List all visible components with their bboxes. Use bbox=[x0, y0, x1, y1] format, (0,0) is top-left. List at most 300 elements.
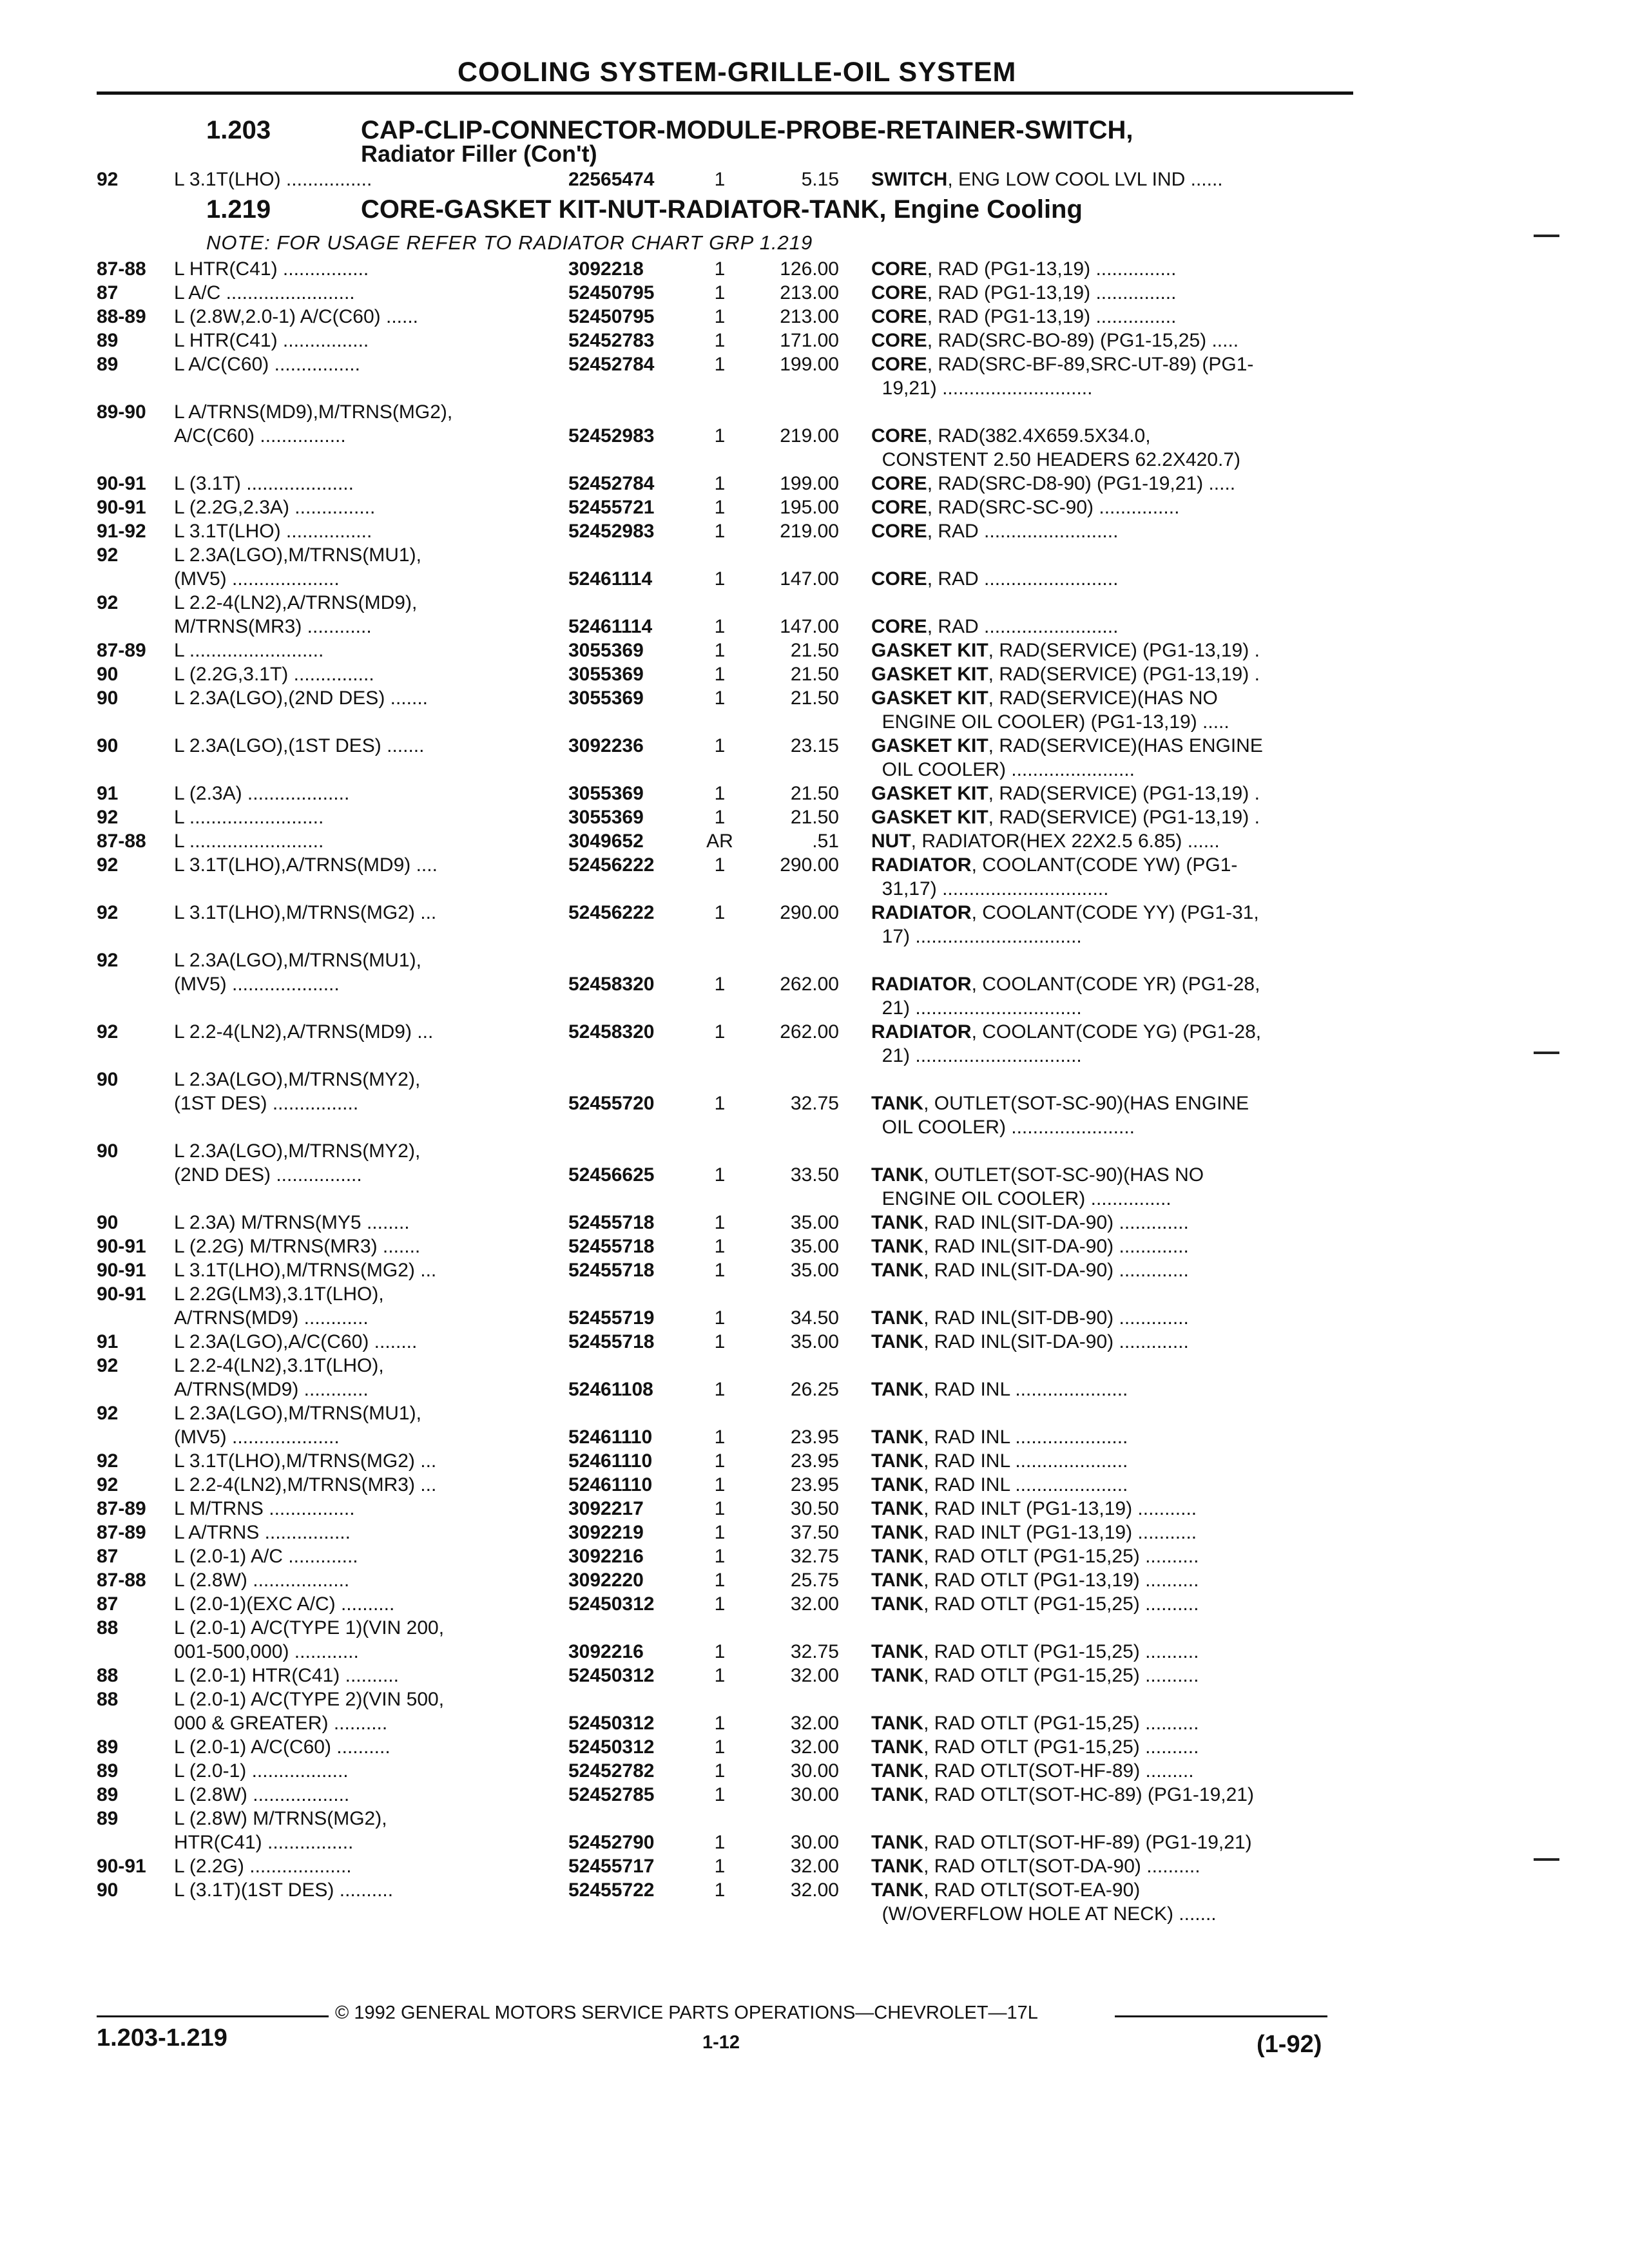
model-year: 90-91 bbox=[97, 1283, 146, 1305]
part-name-detail: ENGINE OIL COOLER) (PG1-13,19) ..... bbox=[871, 711, 1229, 733]
part-name-keyword: TANK bbox=[871, 1212, 924, 1233]
part-number: 52450795 bbox=[568, 282, 655, 303]
usage-note: NOTE: FOR USAGE REFER TO RADIATOR CHART GRP 1.219 bbox=[206, 231, 813, 254]
model-year: 92 bbox=[97, 902, 119, 923]
part-number: 52455718 bbox=[568, 1212, 655, 1233]
quantity: 1 bbox=[714, 1570, 726, 1591]
quantity: 1 bbox=[714, 473, 726, 494]
model-year: 90 bbox=[97, 1879, 119, 1901]
table-row bbox=[97, 1306, 1360, 1330]
part-name-keyword: TANK bbox=[871, 1593, 924, 1615]
quantity: 1 bbox=[714, 640, 726, 661]
price: 262.00 bbox=[780, 974, 839, 995]
part-name-keyword: GASKET KIT bbox=[871, 807, 988, 828]
usage-description: A/TRNS(MD9) ............ bbox=[174, 1379, 369, 1400]
part-name-keyword: TANK bbox=[871, 1379, 924, 1400]
part-name bbox=[871, 1258, 1322, 1282]
usage-description: L 2.3A(LGO),M/TRNS(MU1), bbox=[174, 950, 421, 971]
model-year: 90-91 bbox=[97, 473, 146, 494]
price: 32.00 bbox=[790, 1593, 839, 1615]
model-year: 89 bbox=[97, 1784, 119, 1805]
part-name-detail: , COOLANT(CODE YR) (PG1-28, bbox=[971, 974, 1260, 995]
model-year: 90 bbox=[97, 687, 119, 709]
part-name bbox=[871, 639, 1322, 662]
table-row bbox=[97, 519, 1360, 543]
price: 32.00 bbox=[790, 1665, 839, 1686]
quantity: 1 bbox=[714, 497, 726, 518]
part-name bbox=[871, 1115, 1322, 1139]
part-name-detail: 19,21) ............................ bbox=[871, 378, 1093, 399]
part-number: 22565474 bbox=[568, 169, 655, 190]
part-name bbox=[871, 1163, 1322, 1187]
part-name-detail: , RAD INL ..................... bbox=[923, 1379, 1128, 1400]
table-row bbox=[97, 615, 1360, 639]
part-number: 52461110 bbox=[568, 1450, 653, 1472]
table-row bbox=[97, 1401, 1360, 1425]
price: 30.50 bbox=[790, 1498, 839, 1519]
part-name-keyword: CORE bbox=[871, 282, 927, 303]
usage-description: L 2.3A(LGO),A/C(C60) ........ bbox=[174, 1331, 418, 1352]
part-number: 52461114 bbox=[568, 616, 653, 637]
part-name bbox=[871, 1640, 1322, 1664]
table-row bbox=[97, 1425, 1360, 1449]
model-year: 90 bbox=[97, 664, 119, 685]
part-name-keyword: CORE bbox=[871, 473, 927, 494]
table-row bbox=[97, 1616, 1360, 1640]
group-header bbox=[97, 191, 1360, 231]
part-name-detail: , RAD INL ..................... bbox=[923, 1427, 1128, 1448]
part-name bbox=[871, 281, 1322, 305]
part-name bbox=[871, 1425, 1322, 1449]
table-row bbox=[97, 1640, 1360, 1664]
part-name-detail: , OUTLET(SOT-SC-90)(HAS ENGINE bbox=[923, 1093, 1249, 1114]
part-name bbox=[871, 376, 1322, 400]
part-number: 3092219 bbox=[568, 1522, 644, 1543]
quantity: AR bbox=[706, 831, 733, 852]
model-year: 89 bbox=[97, 330, 119, 351]
table-row bbox=[97, 1044, 1360, 1068]
model-year: 87 bbox=[97, 1546, 119, 1567]
quantity: 1 bbox=[714, 1498, 726, 1519]
quantity: 1 bbox=[714, 169, 726, 190]
part-name-keyword: RADIATOR bbox=[871, 1021, 972, 1043]
quantity: 1 bbox=[714, 902, 726, 923]
part-name bbox=[871, 567, 1322, 591]
group-code: 1.203 bbox=[206, 116, 271, 144]
part-name-keyword: CORE bbox=[871, 306, 927, 327]
part-name-keyword: TANK bbox=[871, 1736, 924, 1758]
model-year: 89 bbox=[97, 354, 119, 375]
part-number: 52452784 bbox=[568, 354, 655, 375]
part-number: 52452782 bbox=[568, 1760, 655, 1782]
quantity: 1 bbox=[714, 425, 726, 447]
table-row bbox=[97, 1592, 1360, 1616]
part-name-detail: , RAD(SRC-D8-90) (PG1-19,21) ..... bbox=[927, 473, 1236, 494]
part-name-detail: OIL COOLER) ....................... bbox=[871, 1117, 1135, 1138]
footer-copyright: © 1992 GENERAL MOTORS SERVICE PARTS OPERATIONS—CHEVROLET—17L bbox=[335, 2003, 1038, 2023]
part-name-keyword: CORE bbox=[871, 258, 927, 280]
quantity: 1 bbox=[714, 521, 726, 542]
part-name-keyword: TANK bbox=[871, 1546, 924, 1567]
margin-mark bbox=[1534, 235, 1559, 237]
part-number: 3092216 bbox=[568, 1641, 644, 1662]
part-number: 52455721 bbox=[568, 497, 655, 518]
usage-description: L M/TRNS ................ bbox=[174, 1498, 355, 1519]
table-row bbox=[97, 1258, 1360, 1282]
usage-description: (MV5) .................... bbox=[174, 1427, 340, 1448]
model-year: 92 bbox=[97, 1474, 119, 1495]
part-name bbox=[871, 1735, 1322, 1759]
table-row bbox=[97, 686, 1360, 710]
model-year: 91 bbox=[97, 1331, 119, 1352]
table-row bbox=[97, 1354, 1360, 1378]
part-number: 52455718 bbox=[568, 1331, 655, 1352]
part-name bbox=[871, 1902, 1322, 1926]
quantity: 1 bbox=[714, 282, 726, 303]
price: 195.00 bbox=[780, 497, 839, 518]
model-year: 91-92 bbox=[97, 521, 146, 542]
part-name bbox=[871, 925, 1322, 948]
model-year: 87-88 bbox=[97, 1570, 146, 1591]
part-name bbox=[871, 662, 1322, 686]
table-row bbox=[97, 1664, 1360, 1687]
quantity: 1 bbox=[714, 1236, 726, 1257]
part-name-detail: , RAD ......................... bbox=[927, 616, 1119, 637]
usage-description: L (2.0-1) .................. bbox=[174, 1760, 349, 1782]
model-year: 87-88 bbox=[97, 831, 146, 852]
table-row bbox=[97, 805, 1360, 829]
model-year: 87-88 bbox=[97, 258, 146, 280]
table-row bbox=[97, 591, 1360, 615]
price: 26.25 bbox=[790, 1379, 839, 1400]
part-number: 3049652 bbox=[568, 831, 644, 852]
part-name bbox=[871, 686, 1322, 710]
price: 199.00 bbox=[780, 473, 839, 494]
part-name-detail: , RAD OTLT (PG1-15,25) .......... bbox=[923, 1713, 1199, 1734]
table-row bbox=[97, 257, 1360, 281]
model-year: 89 bbox=[97, 1760, 119, 1782]
table-row bbox=[97, 1878, 1360, 1902]
part-name bbox=[871, 1759, 1322, 1783]
part-name bbox=[871, 1091, 1322, 1115]
part-number: 52455718 bbox=[568, 1236, 655, 1257]
price: 30.00 bbox=[790, 1784, 839, 1805]
table-row bbox=[97, 972, 1360, 996]
model-year: 88 bbox=[97, 1617, 119, 1639]
usage-description: L (2.2G) ................... bbox=[174, 1856, 352, 1877]
usage-description: L (2.8W) .................. bbox=[174, 1784, 350, 1805]
table-row bbox=[97, 376, 1360, 400]
part-name bbox=[871, 472, 1322, 495]
part-name bbox=[871, 1878, 1322, 1902]
price: 262.00 bbox=[780, 1021, 839, 1043]
usage-description: L (2.0-1) A/C(TYPE 1)(VIN 200, bbox=[174, 1617, 445, 1639]
part-name-keyword: TANK bbox=[871, 1641, 924, 1662]
table-row bbox=[97, 1211, 1360, 1235]
usage-description: 000 & GREATER) .......... bbox=[174, 1713, 388, 1734]
part-name bbox=[871, 1854, 1322, 1878]
price: 219.00 bbox=[780, 521, 839, 542]
part-name-detail: , RAD INL(SIT-DB-90) ............. bbox=[923, 1307, 1189, 1329]
part-name-keyword: CORE bbox=[871, 354, 927, 375]
quantity: 1 bbox=[714, 854, 726, 876]
model-year: 92 bbox=[97, 807, 119, 828]
table-row bbox=[97, 1235, 1360, 1258]
model-year: 92 bbox=[97, 169, 119, 190]
part-name-keyword: TANK bbox=[871, 1427, 924, 1448]
part-name-detail: , RAD(SRC-SC-90) ............... bbox=[927, 497, 1180, 518]
part-name-detail: 21) ............................... bbox=[871, 997, 1082, 1019]
part-name-detail: , RAD (PG1-13,19) ............... bbox=[927, 306, 1177, 327]
part-name-keyword: TANK bbox=[871, 1164, 924, 1186]
table-row bbox=[97, 281, 1360, 305]
part-name-detail: 17) ............................... bbox=[871, 926, 1082, 947]
quantity: 1 bbox=[714, 687, 726, 709]
part-name-detail: , COOLANT(CODE YW) (PG1- bbox=[971, 854, 1238, 876]
usage-description: L (2.0-1) HTR(C41) .......... bbox=[174, 1665, 399, 1686]
part-name bbox=[871, 1664, 1322, 1687]
section-range: 1.203-1.219 bbox=[97, 2024, 227, 2052]
part-number: 3055369 bbox=[568, 640, 644, 661]
quantity: 1 bbox=[714, 974, 726, 995]
model-year: 89 bbox=[97, 1736, 119, 1758]
price: .51 bbox=[812, 831, 839, 852]
part-name bbox=[871, 1783, 1322, 1807]
table-row bbox=[97, 1687, 1360, 1711]
price: 35.00 bbox=[790, 1260, 839, 1281]
quantity: 1 bbox=[714, 1856, 726, 1877]
part-name-detail: , RAD INL(SIT-DA-90) ............. bbox=[923, 1236, 1189, 1257]
price: 37.50 bbox=[790, 1522, 839, 1543]
table-row bbox=[97, 472, 1360, 495]
table-row bbox=[97, 1020, 1360, 1044]
model-year: 87 bbox=[97, 1593, 119, 1615]
usage-description: M/TRNS(MR3) ............ bbox=[174, 616, 372, 637]
part-number: 52458320 bbox=[568, 974, 655, 995]
table-row bbox=[97, 1831, 1360, 1854]
part-name bbox=[871, 996, 1322, 1020]
part-name-keyword: TANK bbox=[871, 1760, 924, 1782]
part-number: 3055369 bbox=[568, 783, 644, 804]
group-code: 1.219 bbox=[206, 195, 271, 224]
table-row bbox=[97, 329, 1360, 352]
part-name bbox=[871, 519, 1322, 543]
table-row bbox=[97, 1544, 1360, 1568]
part-number: 52450795 bbox=[568, 306, 655, 327]
part-name-keyword: TANK bbox=[871, 1665, 924, 1686]
part-name-keyword: CORE bbox=[871, 616, 927, 637]
part-name bbox=[871, 495, 1322, 519]
usage-description: (MV5) .................... bbox=[174, 974, 340, 995]
usage-description: L ......................... bbox=[174, 640, 324, 661]
table-row bbox=[97, 662, 1360, 686]
table-row bbox=[97, 1449, 1360, 1473]
part-number: 52461114 bbox=[568, 568, 653, 590]
table-row bbox=[97, 782, 1360, 805]
model-year: 87-89 bbox=[97, 1522, 146, 1543]
price: 32.00 bbox=[790, 1856, 839, 1877]
part-number: 52450312 bbox=[568, 1593, 655, 1615]
part-number: 3055369 bbox=[568, 807, 644, 828]
usage-description: L (2.0-1)(EXC A/C) .......... bbox=[174, 1593, 395, 1615]
model-year: 90-91 bbox=[97, 1856, 146, 1877]
usage-description: L 3.1T(LHO) ................ bbox=[174, 169, 372, 190]
usage-description: (2ND DES) ................ bbox=[174, 1164, 362, 1186]
part-name bbox=[871, 1020, 1322, 1044]
usage-description: L 3.1T(LHO),M/TRNS(MG2) ... bbox=[174, 1450, 437, 1472]
part-name-detail: , RAD ......................... bbox=[927, 568, 1119, 590]
quantity: 1 bbox=[714, 1427, 726, 1448]
part-name bbox=[871, 853, 1322, 877]
table-row bbox=[97, 1378, 1360, 1401]
price: 199.00 bbox=[780, 354, 839, 375]
part-name-detail: , RAD OTLT (PG1-13,19) .......... bbox=[923, 1570, 1199, 1591]
table-row bbox=[97, 168, 1360, 191]
group-title: CAP-CLIP-CONNECTOR-MODULE-PROBE-RETAINER-SWITCH, bbox=[361, 116, 1133, 144]
part-name-detail: , RAD OTLT(SOT-EA-90) bbox=[923, 1879, 1141, 1901]
part-name-keyword: TANK bbox=[871, 1093, 924, 1114]
revision-date: (1-92) bbox=[1257, 2031, 1322, 2058]
margin-mark bbox=[1534, 1858, 1559, 1861]
part-name-keyword: TANK bbox=[871, 1713, 924, 1734]
table-row bbox=[97, 877, 1360, 901]
part-name bbox=[871, 1711, 1322, 1735]
model-year: 87 bbox=[97, 282, 119, 303]
model-year: 87-89 bbox=[97, 640, 146, 661]
usage-description: L 2.3A(LGO),M/TRNS(MU1), bbox=[174, 544, 421, 566]
part-number: 52450312 bbox=[568, 1665, 655, 1686]
model-year: 91 bbox=[97, 783, 119, 804]
part-number: 52452784 bbox=[568, 473, 655, 494]
model-year: 92 bbox=[97, 950, 119, 971]
quantity: 1 bbox=[714, 735, 726, 756]
part-name-keyword: CORE bbox=[871, 568, 927, 590]
parts-list bbox=[97, 168, 1360, 1926]
part-name-keyword: GASKET KIT bbox=[871, 687, 988, 709]
model-year: 92 bbox=[97, 544, 119, 566]
part-number: 52456222 bbox=[568, 854, 655, 876]
quantity: 1 bbox=[714, 1546, 726, 1567]
part-name-detail: OIL COOLER) ....................... bbox=[871, 759, 1135, 780]
usage-description: L 2.3A(LGO),(2ND DES) ....... bbox=[174, 687, 428, 709]
usage-description: L 3.1T(LHO) ................ bbox=[174, 521, 372, 542]
table-row bbox=[97, 424, 1360, 448]
part-name-keyword: CORE bbox=[871, 497, 927, 518]
part-number: 52455718 bbox=[568, 1260, 655, 1281]
part-name-detail: , ENG LOW COOL LVL IND ...... bbox=[947, 169, 1223, 190]
table-row bbox=[97, 1521, 1360, 1544]
part-number: 3092218 bbox=[568, 258, 644, 280]
part-name-detail: , RAD INL ..................... bbox=[923, 1474, 1128, 1495]
part-name-detail: , RADIATOR(HEX 22X2.5 6.85) ...... bbox=[911, 831, 1220, 852]
footer-rule bbox=[97, 2015, 329, 2017]
quantity: 1 bbox=[714, 1736, 726, 1758]
part-number: 52452983 bbox=[568, 521, 655, 542]
part-number: 52455722 bbox=[568, 1879, 655, 1901]
quantity: 1 bbox=[714, 783, 726, 804]
part-number: 52456222 bbox=[568, 902, 655, 923]
table-row bbox=[97, 1807, 1360, 1831]
price: 147.00 bbox=[780, 568, 839, 590]
quantity: 1 bbox=[714, 1260, 726, 1281]
part-name-keyword: TANK bbox=[871, 1498, 924, 1519]
model-year: 90 bbox=[97, 1069, 119, 1090]
part-name-keyword: TANK bbox=[871, 1879, 924, 1901]
part-name-keyword: TANK bbox=[871, 1832, 924, 1853]
part-number: 52452785 bbox=[568, 1784, 655, 1805]
part-name-keyword: NUT bbox=[871, 831, 911, 852]
model-year: 87-89 bbox=[97, 1498, 146, 1519]
quantity: 1 bbox=[714, 354, 726, 375]
price: 30.00 bbox=[790, 1760, 839, 1782]
part-name-detail: (W/OVERFLOW HOLE AT NECK) ....... bbox=[871, 1903, 1217, 1925]
part-name-keyword: GASKET KIT bbox=[871, 640, 988, 661]
usage-description: L 2.3A(LGO),M/TRNS(MU1), bbox=[174, 1403, 421, 1424]
table-row bbox=[97, 1115, 1360, 1139]
part-name-keyword: TANK bbox=[871, 1522, 924, 1543]
quantity: 1 bbox=[714, 1021, 726, 1043]
part-name-detail: , RAD(SRC-BF-89,SRC-UT-89) (PG1- bbox=[927, 354, 1254, 375]
model-year: 90 bbox=[97, 1140, 119, 1162]
part-number: 3092220 bbox=[568, 1570, 644, 1591]
price: 213.00 bbox=[780, 306, 839, 327]
usage-description: A/C(C60) ................ bbox=[174, 425, 346, 447]
part-name-detail: , RAD OTLT (PG1-15,25) .......... bbox=[923, 1546, 1199, 1567]
price: 32.00 bbox=[790, 1879, 839, 1901]
price: 34.50 bbox=[790, 1307, 839, 1329]
price: 32.00 bbox=[790, 1736, 839, 1758]
usage-description: L 2.3A) M/TRNS(MY5 ........ bbox=[174, 1212, 410, 1233]
part-name-detail: , COOLANT(CODE YG) (PG1-28, bbox=[971, 1021, 1262, 1043]
table-row bbox=[97, 948, 1360, 972]
price: 219.00 bbox=[780, 425, 839, 447]
usage-description: L 3.1T(LHO),M/TRNS(MG2) ... bbox=[174, 902, 437, 923]
model-year: 92 bbox=[97, 1450, 119, 1472]
table-row bbox=[97, 710, 1360, 734]
part-name-keyword: CORE bbox=[871, 425, 927, 447]
table-row bbox=[97, 1091, 1360, 1115]
price: 32.00 bbox=[790, 1713, 839, 1734]
table-row bbox=[97, 1139, 1360, 1163]
table-row bbox=[97, 734, 1360, 758]
part-number: 52452983 bbox=[568, 425, 655, 447]
usage-description: L 2.2-4(LN2),M/TRNS(MR3) ... bbox=[174, 1474, 437, 1495]
table-row bbox=[97, 1282, 1360, 1306]
table-row bbox=[97, 1163, 1360, 1187]
quantity: 1 bbox=[714, 616, 726, 637]
usage-description: (1ST DES) ................ bbox=[174, 1093, 359, 1114]
usage-description: L ......................... bbox=[174, 831, 324, 852]
price: 23.15 bbox=[790, 735, 839, 756]
part-name-detail: , RAD INL(SIT-DA-90) ............. bbox=[923, 1260, 1189, 1281]
part-name-detail: , RAD OTLT(SOT-HC-89) (PG1-19,21) bbox=[923, 1784, 1254, 1805]
price: 32.75 bbox=[790, 1641, 839, 1662]
quantity: 1 bbox=[714, 1760, 726, 1782]
price: 21.50 bbox=[790, 664, 839, 685]
usage-description: 001-500,000) ............ bbox=[174, 1641, 359, 1662]
part-name-detail: , RAD(SERVICE)(HAS ENGINE bbox=[988, 735, 1263, 756]
usage-description: L 3.1T(LHO),A/TRNS(MD9) .... bbox=[174, 854, 438, 876]
table-row bbox=[97, 448, 1360, 472]
table-row bbox=[97, 925, 1360, 948]
price: 213.00 bbox=[780, 282, 839, 303]
price: 35.00 bbox=[790, 1331, 839, 1352]
table-row bbox=[97, 305, 1360, 329]
table-row bbox=[97, 1711, 1360, 1735]
price: 33.50 bbox=[790, 1164, 839, 1186]
part-number: 52461108 bbox=[568, 1379, 653, 1400]
part-number: 52461110 bbox=[568, 1474, 653, 1495]
